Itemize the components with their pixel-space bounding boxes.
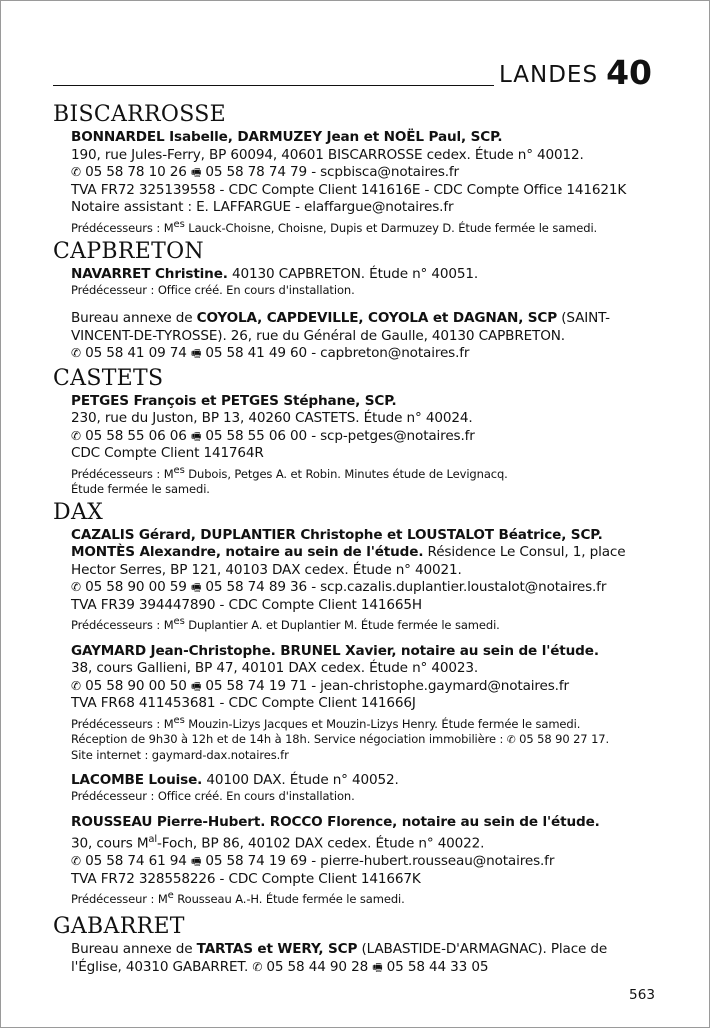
predecessors: Prédécesseur : Office créé. En cours d'installation. — [71, 789, 355, 804]
fax-icon: 🖷 — [372, 960, 383, 974]
contact-line — [71, 164, 665, 182]
address: 230, rue du Juston, BP 13, 40260 CASTETS. Étude n° 40024. — [71, 410, 473, 427]
address: l'Église, 40310 GABARRET. — [71, 958, 253, 975]
email[interactable]: - scpbisca@notaires.fr — [307, 164, 460, 180]
reception-hours: Réception de 9h30 à 12h et de 14h à 18h. Service négociation immobilière : ✆ 05 58 90 27 17. — [71, 732, 665, 748]
fax-number: 05 58 74 19 69 — [205, 853, 308, 870]
annex-entry: Bureau annexe de TARTAS et WERY, SCP (LABASTIDE-D'ARMAGNAC). Place de l'Église, 40310 GABARRET. ✆ 05 58 44 90 28 🖷 05 58 44 33 05 — [71, 941, 665, 976]
accounts: TVA FR68 411453681 - CDC Compte Client 141666J — [71, 695, 416, 711]
notary-names: PETGES François et PETGES Stéphane, SCP. — [71, 392, 397, 409]
predecessors: Prédécesseurs : $M^{es}$ Duplantier A. et Duplantier M. Étude fermée le samedi. — [71, 616, 500, 633]
phone-icon: ✆ — [506, 733, 516, 746]
address: 38, cours Gallieni, BP 47, 40101 DAX cedex. Étude n° 40023. — [71, 660, 479, 676]
contact-line — [71, 853, 665, 871]
notary-names: CAZALIS Gérard, DUPLANTIER Christophe et LOUSTALOT Béatrice, SCP. — [71, 526, 603, 543]
notary-entry — [71, 393, 665, 497]
notary-entry — [71, 129, 665, 236]
predecessors: Prédécesseur : Me Rousseau A.-H. Étude fermée le samedi. — [71, 890, 405, 906]
fax-icon: 🖷 — [190, 581, 202, 595]
accounts: CDC Compte Client 141764R — [71, 445, 264, 462]
closed-note: Étude fermée le samedi. — [71, 481, 210, 496]
notary-names: BONNARDEL Isabelle, DARMUZEY Jean et NOËL Paul, SCP. — [71, 129, 503, 145]
fax-icon: 🖷 — [190, 347, 202, 361]
fax-number: 05 58 74 89 36 — [205, 579, 308, 596]
contact-line — [71, 959, 665, 977]
notary-entry — [71, 643, 665, 763]
email[interactable]: - capbreton@notaires.fr — [307, 345, 470, 362]
address: 30, cours $M^{al}$-Foch, BP 86, 40102 DAX cedex. Étude n° 40022. — [71, 834, 485, 852]
department-name: LANDES — [498, 62, 599, 88]
notary-names: ROUSSEAU Pierre-Hubert. ROCCO Florence, notaire au sein de l'étude. — [71, 813, 600, 830]
contact-line — [71, 345, 665, 363]
notary-entry — [71, 266, 665, 299]
predecessors: Prédécesseurs : $M^{es}$ Mouzin-Lizys Jacques et Mouzin-Lizys Henry. Étude fermée le samedi. — [71, 714, 581, 731]
phone-icon: ✆ — [71, 165, 81, 179]
address: 40130 CAPBRETON. Étude n° 40051. — [227, 265, 479, 282]
phone-number: 05 58 74 61 94 — [85, 853, 187, 870]
address-2: Hector Serres, BP 121, 40103 DAX cedex. Étude n° 40021. — [71, 561, 462, 578]
phone-icon: ✆ — [71, 346, 81, 361]
notary-names: COYOLA, CAPDEVILLE, COYOLA et DAGNAN, SCP — [196, 310, 558, 327]
address: 190, rue Jules-Ferry, BP 60094, 40601 BISCARROSSE cedex. Étude n° 40012. — [71, 146, 584, 163]
predecessors: Prédécesseur : Office créé. En cours d'installation. — [71, 283, 355, 298]
notary-entry — [71, 527, 665, 634]
city-heading-biscarrosse: BISCARROSSE — [53, 102, 226, 127]
fax-number: 05 58 74 19 71 — [205, 677, 308, 694]
email[interactable]: - jean-christophe.gaymard@notaires.fr — [307, 677, 569, 694]
phone-number: 05 58 78 10 26 — [85, 164, 187, 180]
predecessors: Prédécesseurs : $M^{es}$ Dubois, Petges A. et Robin. Minutes étude de Levignacq. — [71, 464, 508, 481]
notary-names-2: MONTÈS Alexandre, notaire au sein de l'étude. — [71, 544, 424, 561]
phone-icon: ✆ — [71, 854, 81, 869]
notary-entry — [71, 772, 665, 805]
department-header — [499, 53, 652, 92]
email[interactable]: - scp.cazalis.duplantier.loustalot@notaires.fr — [307, 579, 607, 596]
fax-icon: 🖷 — [190, 166, 202, 179]
address: 40100 DAX. Étude n° 40052. — [202, 771, 399, 788]
contact-line — [71, 579, 665, 597]
predecessors: Prédécesseurs : $M^{es}$ Lauck-Choisne, Choisne, Dupis et Darmuzey D. Étude fermée le samedi. — [71, 218, 598, 235]
fax-icon: 🖷 — [190, 429, 202, 443]
fax-number: 05 58 41 49 60 — [205, 345, 308, 362]
fax-icon: 🖷 — [190, 855, 202, 869]
email[interactable]: - pierre-hubert.rousseau@notaires.fr — [307, 853, 555, 870]
phone-number: 05 58 55 06 06 — [85, 427, 187, 444]
city-heading-dax: DAX — [53, 499, 104, 525]
address: VINCENT-DE-TYROSSE). 26, rue du Général de Gaulle, 40130 CAPBRETON. — [71, 327, 565, 344]
city-heading-gabarret: GABARRET — [53, 914, 185, 940]
notary-names: LACOMBE Louise. — [71, 771, 203, 788]
accounts: TVA FR72 325139558 - CDC Compte Client 141616E - CDC Compte Office 141621K — [71, 181, 627, 198]
page-number: 563 — [629, 987, 655, 1003]
website[interactable]: Site internet : gaymard-dax.notaires.fr — [71, 747, 289, 762]
fax-number: 05 58 44 33 05 — [386, 958, 489, 975]
notary-names: GAYMARD Jean-Christophe. BRUNEL Xavier, notaire au sein de l'étude. — [71, 642, 599, 659]
phone-icon: ✆ — [71, 580, 81, 595]
phone-number: 05 58 90 27 17. — [519, 731, 610, 746]
phone-number: 05 58 90 00 59 — [85, 579, 187, 596]
fax-number: 05 58 55 06 00 — [205, 427, 308, 444]
city-heading-capbreton: CAPBRETON — [53, 238, 204, 264]
accounts: TVA FR39 394447890 - CDC Compte Client 141665H — [71, 596, 422, 613]
address: Résidence Le Consul, 1, place — [423, 544, 626, 561]
notary-names: NAVARRET Christine. — [71, 265, 228, 282]
contact-line — [71, 428, 665, 446]
phone-icon: ✆ — [71, 428, 81, 443]
accounts: TVA FR72 328558226 - CDC Compte Client 141667K — [71, 870, 421, 887]
directory-content — [53, 101, 665, 976]
phone-icon: ✆ — [71, 678, 81, 693]
header-rule — [53, 85, 494, 86]
contact-line — [71, 678, 665, 696]
department-number: 40 — [606, 53, 652, 92]
email[interactable]: - scp-petges@notaires.fr — [307, 427, 475, 444]
city-heading-castets: CASTETS — [53, 365, 164, 391]
notary-entry — [71, 814, 665, 908]
phone-number: 05 58 44 90 28 — [266, 958, 369, 975]
phone-number: 05 58 90 00 50 — [85, 677, 187, 694]
fax-number: 05 58 78 74 79 — [205, 164, 308, 180]
phone-icon: ✆ — [252, 959, 263, 974]
notary-names: TARTAS et WERY, SCP — [196, 941, 358, 958]
phone-number: 05 58 41 09 74 — [85, 345, 187, 362]
assistant: Notaire assistant : E. LAFFARGUE - elaffargue@notaires.fr — [71, 199, 454, 215]
annex-entry: Bureau annexe de COYOLA, CAPDEVILLE, COYOLA et DAGNAN, SCP (SAINT- VINCENT-DE-TYROSSE). 26, rue du Général de Gaulle, 40130 CAPBRETON. ✆ 05 58 41 09 74 🖷 05 58 41 49 60 - capbreton@notaires.fr — [71, 310, 665, 363]
fax-icon: 🖷 — [190, 679, 202, 693]
